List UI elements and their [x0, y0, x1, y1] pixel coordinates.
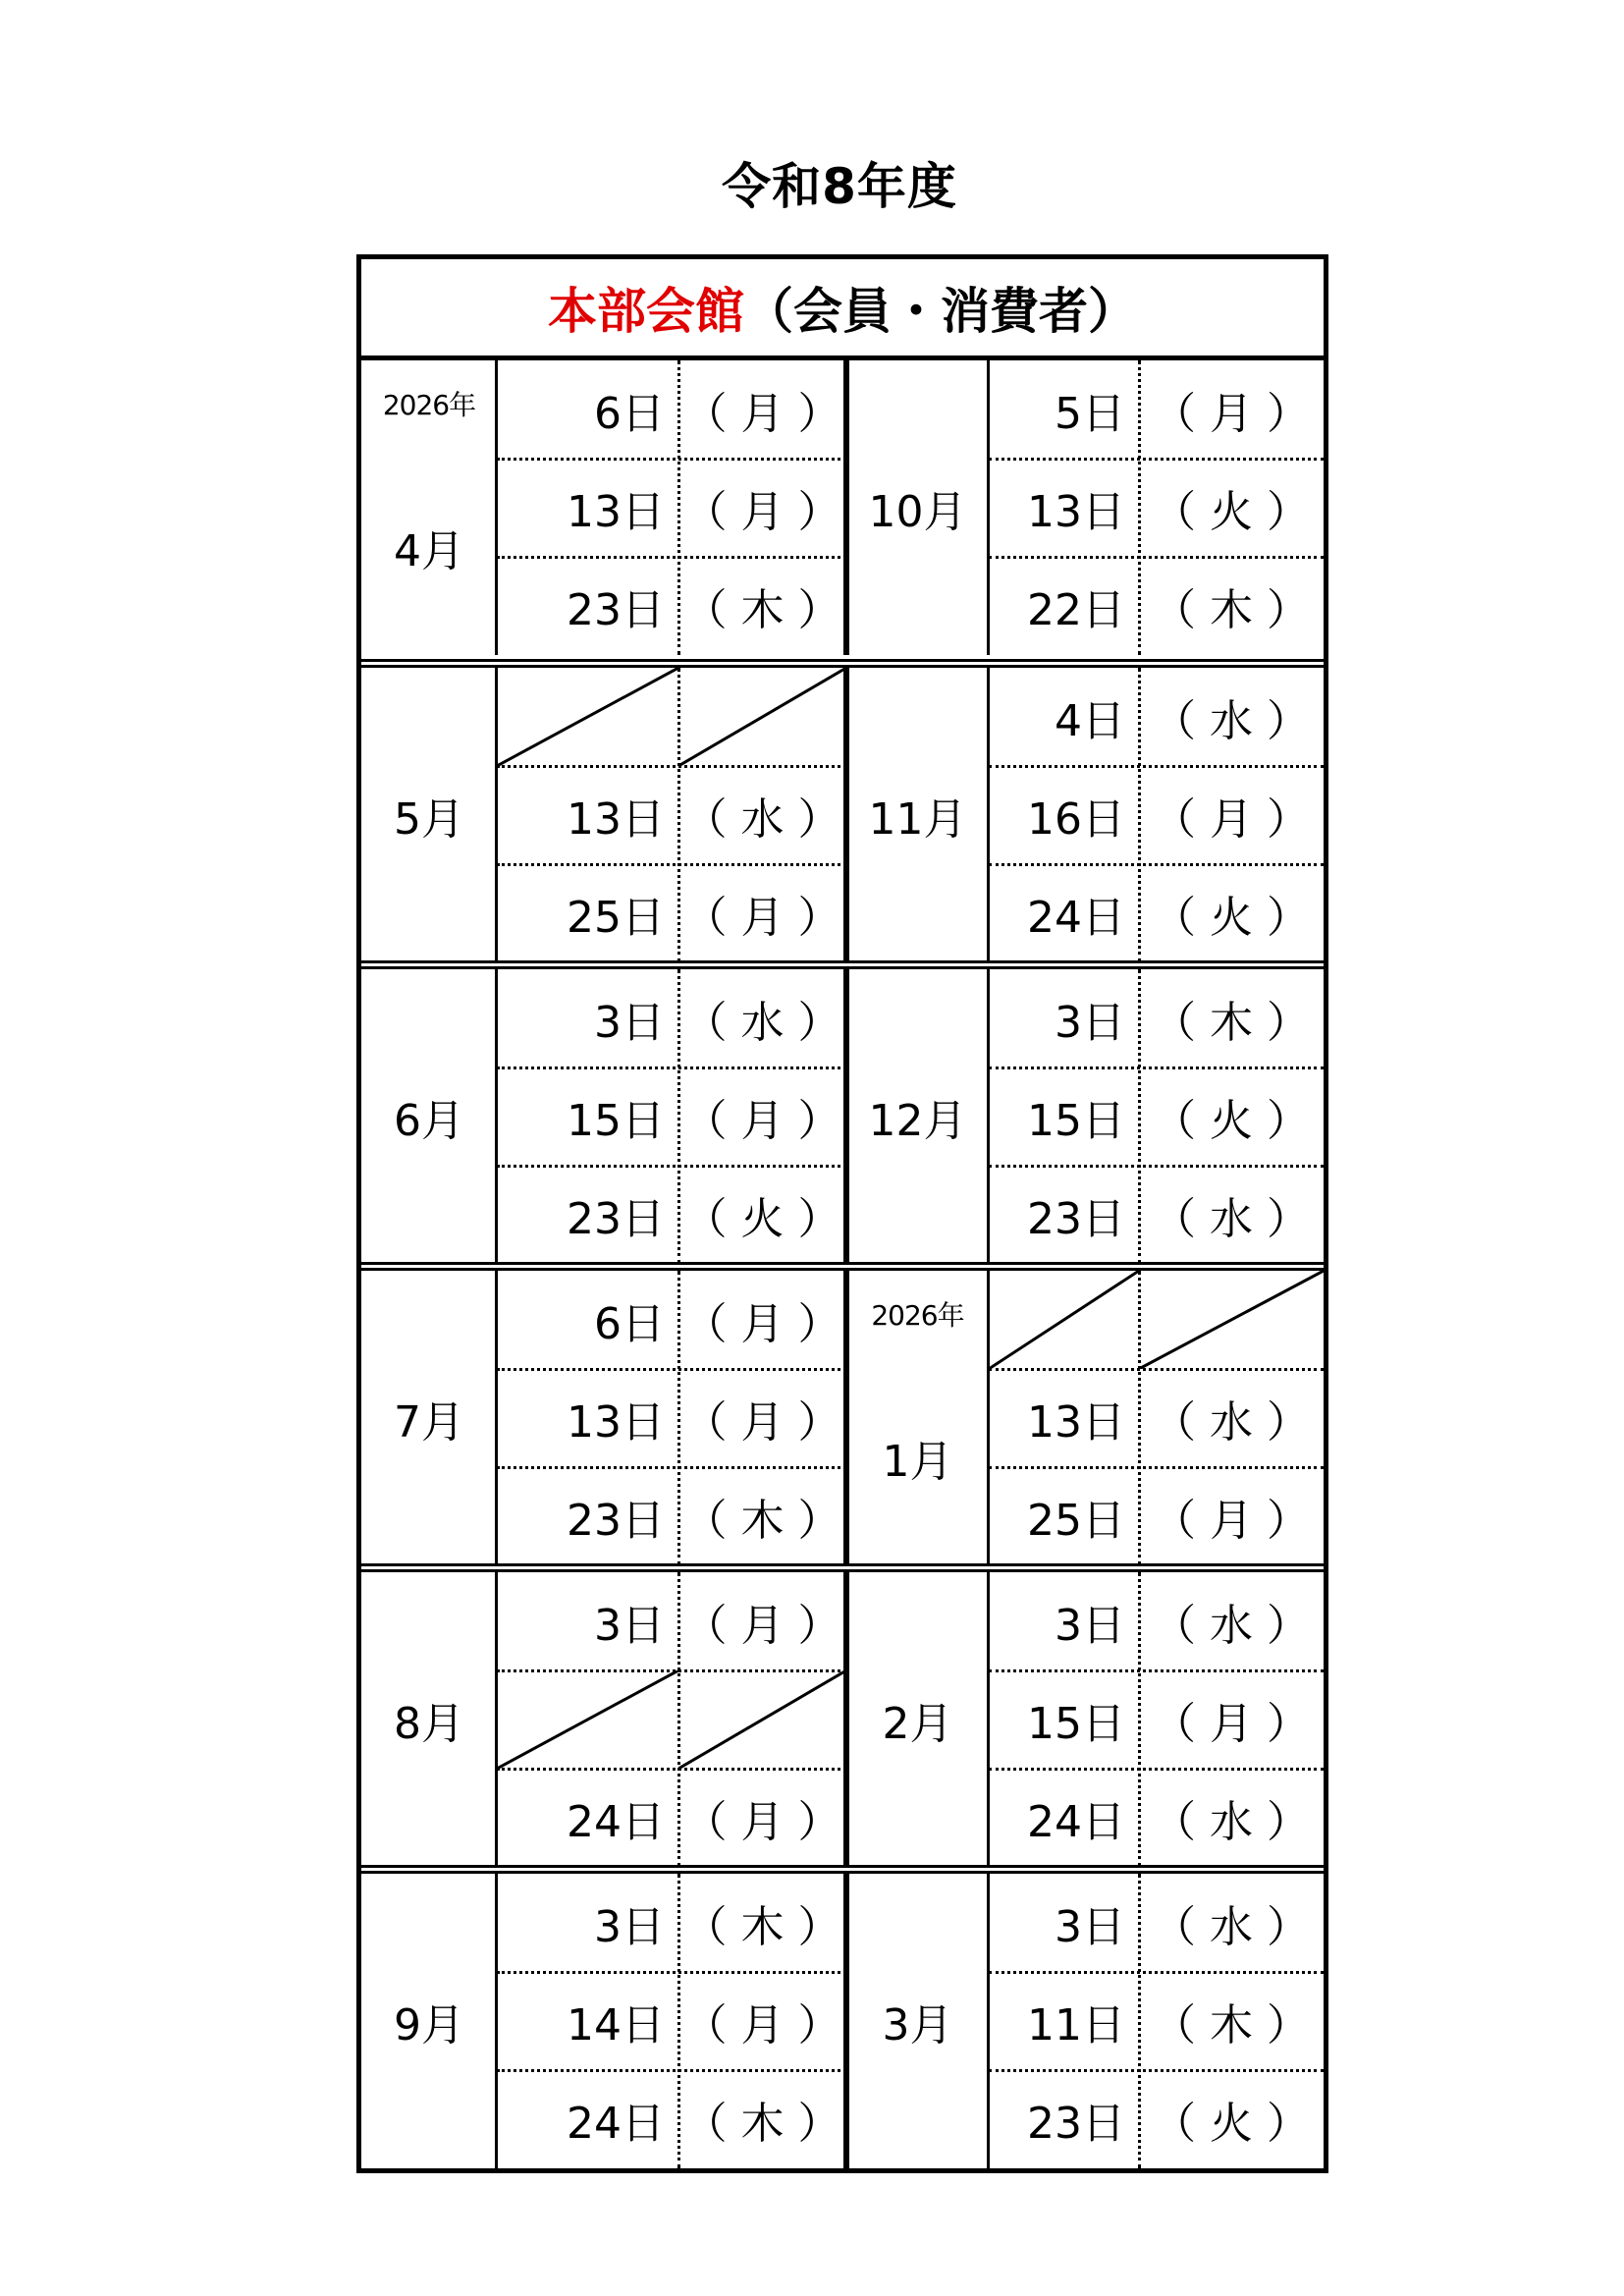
row-divider — [989, 1768, 1324, 1771]
column-border — [495, 1572, 498, 1867]
month-cell — [361, 969, 497, 1264]
month-label: 10月 — [868, 487, 967, 537]
month-cell — [361, 1572, 497, 1867]
column-divider — [677, 1271, 680, 1565]
month-label: 5月 — [394, 794, 464, 845]
column-divider — [677, 668, 680, 962]
weekday-cell: （ 水 ） — [1153, 696, 1310, 746]
day-cell: 23日 — [1027, 2099, 1125, 2149]
month-block — [361, 665, 1324, 962]
day-cell: 23日 — [567, 1194, 665, 1244]
weekday-cell: （ 火 ） — [1153, 487, 1310, 537]
column-divider — [1138, 1874, 1141, 2168]
column-border — [987, 1874, 990, 2168]
month-label: 1月 — [882, 1437, 953, 1487]
column-divider — [677, 360, 680, 655]
day-cell: 11日 — [1027, 2000, 1125, 2050]
weekday-cell: （ 火 ） — [683, 1194, 841, 1244]
column-border — [987, 1271, 990, 1565]
day-cell: 3日 — [594, 1601, 665, 1651]
month-cell — [361, 360, 497, 655]
month-cell — [846, 360, 989, 655]
table-header — [361, 259, 1324, 360]
column-border — [495, 668, 498, 962]
column-border — [495, 1874, 498, 2168]
weekday-cell: （ 水 ） — [1153, 1797, 1310, 1847]
row-divider — [989, 1066, 1324, 1069]
day-cell: 4日 — [1055, 696, 1125, 746]
weekday-cell: （ 水 ） — [1153, 1194, 1310, 1244]
month-cell — [361, 1271, 497, 1565]
no-session-slash — [497, 1670, 678, 1769]
no-session-slash — [497, 668, 678, 766]
column-border — [843, 1874, 849, 2168]
schedule-table — [356, 254, 1328, 2173]
weekday-cell: （ 月 ） — [683, 2000, 841, 2050]
day-cell: 15日 — [1027, 1699, 1125, 1749]
weekday-cell: （ 木 ） — [683, 2099, 841, 2149]
row-divider — [497, 863, 846, 866]
weekday-cell: （ 水 ） — [683, 794, 841, 845]
column-divider — [1138, 969, 1141, 1264]
weekday-cell: （ 月 ） — [1153, 1699, 1310, 1749]
row-divider — [989, 1669, 1324, 1672]
day-cell: 3日 — [594, 1902, 665, 1952]
day-cell: 25日 — [567, 893, 665, 943]
month-label: 6月 — [394, 1096, 464, 1146]
day-cell: 13日 — [567, 794, 665, 845]
month-label: 2月 — [882, 1699, 953, 1749]
weekday-cell: （ 月 ） — [683, 1797, 841, 1847]
day-cell: 13日 — [1027, 487, 1125, 537]
day-cell: 23日 — [567, 1496, 665, 1546]
day-cell: 6日 — [594, 389, 665, 439]
weekday-cell: （ 木 ） — [1153, 585, 1310, 635]
weekday-cell: （ 火 ） — [1153, 893, 1310, 943]
column-border — [843, 668, 849, 962]
day-cell: 24日 — [567, 2099, 665, 2149]
audience-label: （会員・消費者） — [744, 283, 1137, 340]
weekday-cell: （ 木 ） — [1153, 998, 1310, 1048]
weekday-cell: （ 水 ） — [1153, 1902, 1310, 1952]
weekday-cell: （ 木 ） — [683, 1496, 841, 1546]
month-block — [361, 1268, 1324, 1565]
day-cell: 22日 — [1027, 585, 1125, 635]
day-cell: 3日 — [1055, 1601, 1125, 1651]
weekday-cell: （ 月 ） — [683, 1299, 841, 1349]
month-cell — [361, 1874, 497, 2168]
day-cell: 5日 — [1055, 389, 1125, 439]
weekday-cell: （ 月 ） — [683, 389, 841, 439]
year-label: 2026年 — [871, 1299, 964, 1332]
month-label: 11月 — [868, 794, 967, 845]
weekday-cell: （ 月 ） — [1153, 794, 1310, 845]
column-border — [987, 969, 990, 1264]
day-cell: 23日 — [567, 585, 665, 635]
day-cell: 15日 — [1027, 1096, 1125, 1146]
column-border — [495, 360, 498, 655]
year-label: 2026年 — [382, 389, 476, 421]
column-border — [987, 360, 990, 655]
month-cell — [846, 1874, 989, 2168]
no-session-slash — [678, 1670, 846, 1769]
row-divider — [989, 1971, 1324, 1974]
row-divider — [497, 765, 846, 768]
no-session-slash — [678, 668, 846, 766]
day-cell: 16日 — [1027, 794, 1125, 845]
month-block — [361, 966, 1324, 1264]
column-border — [987, 1572, 990, 1867]
day-cell: 3日 — [1055, 1902, 1125, 1952]
row-divider — [989, 863, 1324, 866]
weekday-cell: （ 火 ） — [1153, 2099, 1310, 2149]
month-label: 7月 — [394, 1397, 464, 1448]
weekday-cell: （ 火 ） — [1153, 1096, 1310, 1146]
column-border — [495, 969, 498, 1264]
month-label: 4月 — [394, 526, 464, 576]
page-title: 令和8年度 — [722, 158, 957, 215]
month-label: 9月 — [394, 2000, 464, 2050]
no-session-slash — [1139, 1271, 1324, 1369]
no-session-slash — [989, 1271, 1139, 1369]
month-block — [361, 1871, 1324, 2168]
weekday-cell: （ 木 ） — [1153, 2000, 1310, 2050]
day-cell: 24日 — [1027, 893, 1125, 943]
column-divider — [677, 969, 680, 1264]
column-border — [843, 1572, 849, 1867]
column-border — [495, 1271, 498, 1565]
day-cell: 24日 — [1027, 1797, 1125, 1847]
row-divider — [989, 1368, 1324, 1371]
column-divider — [1138, 1572, 1141, 1867]
day-cell: 24日 — [567, 1797, 665, 1847]
month-label: 3月 — [882, 2000, 953, 2050]
weekday-cell: （ 水 ） — [1153, 1601, 1310, 1651]
weekday-cell: （ 月 ） — [1153, 389, 1310, 439]
row-divider — [497, 1768, 846, 1771]
row-divider — [989, 556, 1324, 559]
day-cell: 25日 — [1027, 1496, 1125, 1546]
weekday-cell: （ 月 ） — [683, 487, 841, 537]
column-divider — [1138, 1271, 1141, 1565]
weekday-cell: （ 月 ） — [683, 1397, 841, 1448]
row-divider — [497, 1971, 846, 1974]
column-divider — [1138, 360, 1141, 655]
row-divider — [989, 2069, 1324, 2072]
row-divider — [989, 1165, 1324, 1168]
day-cell: 3日 — [1055, 998, 1125, 1048]
row-divider — [989, 765, 1324, 768]
row-divider — [497, 1368, 846, 1371]
day-cell: 13日 — [567, 487, 665, 537]
column-border — [843, 969, 849, 1264]
day-cell: 6日 — [594, 1299, 665, 1349]
weekday-cell: （ 水 ） — [1153, 1397, 1310, 1448]
row-divider — [497, 1466, 846, 1469]
row-divider — [497, 556, 846, 559]
column-border — [843, 1271, 849, 1565]
column-divider — [677, 1874, 680, 2168]
weekday-cell: （ 月 ） — [1153, 1496, 1310, 1546]
row-divider — [497, 1066, 846, 1069]
row-divider — [989, 458, 1324, 461]
day-cell: 13日 — [1027, 1397, 1125, 1448]
day-cell: 14日 — [567, 2000, 665, 2050]
weekday-cell: （ 月 ） — [683, 1601, 841, 1651]
weekday-cell: （ 木 ） — [683, 1902, 841, 1952]
column-divider — [677, 1572, 680, 1867]
day-cell: 23日 — [1027, 1194, 1125, 1244]
month-block — [361, 1569, 1324, 1867]
column-border — [843, 360, 849, 655]
month-cell — [846, 668, 989, 962]
month-label: 8月 — [394, 1699, 464, 1749]
row-divider — [497, 2069, 846, 2072]
day-cell: 13日 — [567, 1397, 665, 1448]
column-divider — [1138, 668, 1141, 962]
weekday-cell: （ 水 ） — [683, 998, 841, 1048]
day-cell: 3日 — [594, 998, 665, 1048]
month-cell — [846, 1271, 989, 1565]
weekday-cell: （ 木 ） — [683, 585, 841, 635]
row-divider — [989, 1466, 1324, 1469]
venue-name: 本部会館 — [548, 283, 744, 340]
weekday-cell: （ 月 ） — [683, 893, 841, 943]
day-cell: 15日 — [567, 1096, 665, 1146]
row-divider — [497, 1669, 846, 1672]
row-divider — [497, 1165, 846, 1168]
column-border — [987, 668, 990, 962]
month-cell — [361, 668, 497, 962]
month-cell — [846, 969, 989, 1264]
row-divider — [497, 458, 846, 461]
month-block — [361, 360, 1324, 655]
weekday-cell: （ 月 ） — [683, 1096, 841, 1146]
month-cell — [846, 1572, 989, 1867]
month-label: 12月 — [868, 1096, 967, 1146]
